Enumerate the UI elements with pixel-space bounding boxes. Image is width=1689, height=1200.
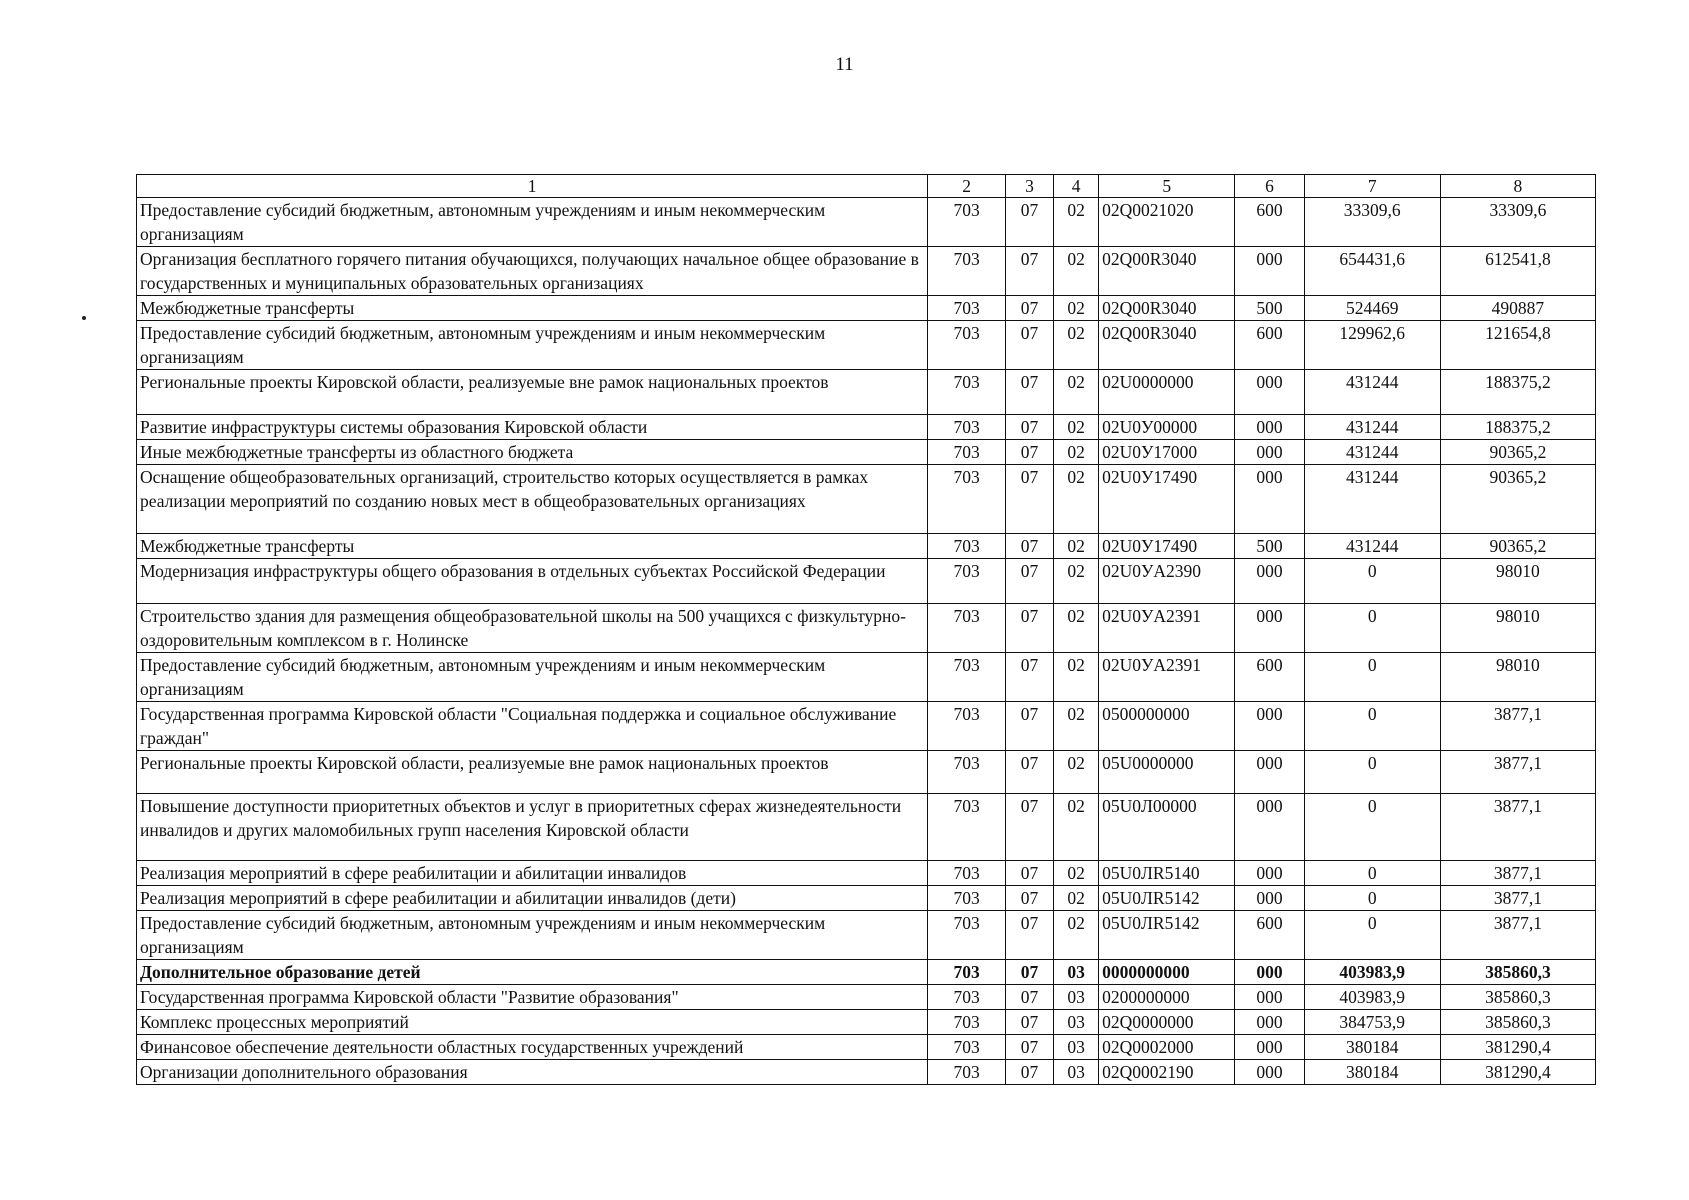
expense-type-cell: 000 — [1235, 370, 1304, 415]
table-row — [137, 440, 1596, 465]
code-4-cell: 03 — [1054, 1035, 1099, 1060]
code-2-cell: 703 — [928, 370, 1006, 415]
row-name-cell: Организация бесплатного горячего питания обучающихся, получающих начальное общее образование в государственных и муниципальных образовательных организациях — [137, 247, 928, 296]
value-8-cell: 98010 — [1440, 604, 1595, 653]
value-8-cell: 90365,2 — [1440, 465, 1595, 534]
code-2-cell: 703 — [928, 751, 1006, 794]
code-2-cell: 703 — [928, 465, 1006, 534]
code-3-cell: 07 — [1005, 1010, 1053, 1035]
scan-speck — [82, 316, 86, 320]
value-7-cell: 0 — [1304, 911, 1440, 960]
code-3-cell: 07 — [1005, 794, 1053, 861]
table-row — [137, 960, 1596, 985]
value-7-cell: 0 — [1304, 861, 1440, 886]
code-4-cell: 03 — [1054, 985, 1099, 1010]
expense-type-cell: 000 — [1235, 247, 1304, 296]
expense-type-cell: 000 — [1235, 702, 1304, 751]
header-row — [137, 175, 1596, 198]
code-3-cell: 07 — [1005, 1060, 1053, 1085]
code-4-cell: 03 — [1054, 1010, 1099, 1035]
value-7-cell: 384753,9 — [1304, 1010, 1440, 1035]
code-4-cell: 02 — [1054, 751, 1099, 794]
expense-type-cell: 000 — [1235, 415, 1304, 440]
target-code-cell: 0000000000 — [1099, 960, 1235, 985]
target-code-cell: 05U0ЛR5140 — [1099, 861, 1235, 886]
table-row — [137, 1010, 1596, 1035]
target-code-cell: 05U0ЛR5142 — [1099, 911, 1235, 960]
code-2-cell: 703 — [928, 702, 1006, 751]
table-row — [137, 415, 1596, 440]
code-3-cell: 07 — [1005, 751, 1053, 794]
code-3-cell: 07 — [1005, 653, 1053, 702]
budget-table — [136, 174, 1596, 1085]
target-code-cell: 0500000000 — [1099, 702, 1235, 751]
table-row — [137, 751, 1596, 794]
code-2-cell: 703 — [928, 559, 1006, 604]
table-row — [137, 886, 1596, 911]
expense-type-cell: 000 — [1235, 559, 1304, 604]
code-2-cell: 703 — [928, 1060, 1006, 1085]
expense-type-cell: 000 — [1235, 960, 1304, 985]
header-cell: 8 — [1440, 175, 1595, 198]
target-code-cell: 02U0У17490 — [1099, 465, 1235, 534]
table-row — [137, 985, 1596, 1010]
value-8-cell: 188375,2 — [1440, 415, 1595, 440]
value-8-cell: 3877,1 — [1440, 861, 1595, 886]
expense-type-cell: 000 — [1235, 440, 1304, 465]
code-2-cell: 703 — [928, 1010, 1006, 1035]
target-code-cell: 02U0УA2391 — [1099, 653, 1235, 702]
value-8-cell: 3877,1 — [1440, 751, 1595, 794]
table-row — [137, 559, 1596, 604]
table-row — [137, 861, 1596, 886]
table-body — [137, 198, 1596, 1085]
table-row — [137, 1060, 1596, 1085]
code-3-cell: 07 — [1005, 604, 1053, 653]
code-4-cell: 02 — [1054, 370, 1099, 415]
code-4-cell: 02 — [1054, 247, 1099, 296]
target-code-cell: 02U0У17000 — [1099, 440, 1235, 465]
expense-type-cell: 000 — [1235, 985, 1304, 1010]
value-8-cell: 33309,6 — [1440, 198, 1595, 247]
row-name-cell: Строительство здания для размещения общеобразовательной школы на 500 учащихся с физкультурно-оздоровительным комплексом в г. Нолинске — [137, 604, 928, 653]
code-4-cell: 03 — [1054, 960, 1099, 985]
code-2-cell: 703 — [928, 440, 1006, 465]
code-4-cell: 02 — [1054, 465, 1099, 534]
value-8-cell: 3877,1 — [1440, 702, 1595, 751]
code-4-cell: 02 — [1054, 415, 1099, 440]
code-3-cell: 07 — [1005, 985, 1053, 1010]
expense-type-cell: 000 — [1235, 465, 1304, 534]
row-name-cell: Реализация мероприятий в сфере реабилитации и абилитации инвалидов — [137, 861, 928, 886]
code-3-cell: 07 — [1005, 861, 1053, 886]
code-3-cell: 07 — [1005, 1035, 1053, 1060]
value-7-cell: 0 — [1304, 886, 1440, 911]
row-name-cell: Модернизация инфраструктуры общего образования в отдельных субъектах Российской Федерации — [137, 559, 928, 604]
value-7-cell: 431244 — [1304, 440, 1440, 465]
value-7-cell: 431244 — [1304, 465, 1440, 534]
target-code-cell: 02U0У00000 — [1099, 415, 1235, 440]
row-name-cell: Развитие инфраструктуры системы образования Кировской области — [137, 415, 928, 440]
target-code-cell: 02Q0021020 — [1099, 198, 1235, 247]
expense-type-cell: 500 — [1235, 296, 1304, 321]
value-8-cell: 612541,8 — [1440, 247, 1595, 296]
value-8-cell: 385860,3 — [1440, 985, 1595, 1010]
code-2-cell: 703 — [928, 296, 1006, 321]
row-name-cell: Региональные проекты Кировской области, реализуемые вне рамок национальных проектов — [137, 751, 928, 794]
row-name-cell: Иные межбюджетные трансферты из областного бюджета — [137, 440, 928, 465]
target-code-cell: 02U0УA2391 — [1099, 604, 1235, 653]
header-cell: 4 — [1054, 175, 1099, 198]
row-name-cell: Межбюджетные трансферты — [137, 296, 928, 321]
row-name-cell: Государственная программа Кировской области "Развитие образования" — [137, 985, 928, 1010]
target-code-cell: 02Q00R3040 — [1099, 247, 1235, 296]
code-4-cell: 02 — [1054, 794, 1099, 861]
table-row — [137, 465, 1596, 534]
code-2-cell: 703 — [928, 1035, 1006, 1060]
value-7-cell: 431244 — [1304, 370, 1440, 415]
header-cell: 7 — [1304, 175, 1440, 198]
table-row — [137, 296, 1596, 321]
value-8-cell: 98010 — [1440, 559, 1595, 604]
code-3-cell: 07 — [1005, 415, 1053, 440]
code-3-cell: 07 — [1005, 886, 1053, 911]
target-code-cell: 02U0000000 — [1099, 370, 1235, 415]
header-cell: 1 — [137, 175, 928, 198]
row-name-cell: Дополнительное образование детей — [137, 960, 928, 985]
value-7-cell: 0 — [1304, 653, 1440, 702]
expense-type-cell: 000 — [1235, 1035, 1304, 1060]
value-7-cell: 0 — [1304, 559, 1440, 604]
table-row — [137, 198, 1596, 247]
expense-type-cell: 500 — [1235, 534, 1304, 559]
header-cell: 3 — [1005, 175, 1053, 198]
value-8-cell: 98010 — [1440, 653, 1595, 702]
target-code-cell: 02U0У17490 — [1099, 534, 1235, 559]
table-row — [137, 321, 1596, 370]
expense-type-cell: 000 — [1235, 604, 1304, 653]
expense-type-cell: 600 — [1235, 198, 1304, 247]
code-3-cell: 07 — [1005, 296, 1053, 321]
expense-type-cell: 000 — [1235, 886, 1304, 911]
row-name-cell: Повышение доступности приоритетных объектов и услуг в приоритетных сферах жизнедеятельности инвалидов и других маломобильных групп населения Кировской области — [137, 794, 928, 861]
value-7-cell: 654431,6 — [1304, 247, 1440, 296]
row-name-cell: Оснащение общеобразовательных организаций, строительство которых осуществляется в рамках реализации мероприятий по созданию новых мест в общеобразовательных организациях — [137, 465, 928, 534]
header-cell: 5 — [1099, 175, 1235, 198]
table-row — [137, 911, 1596, 960]
code-2-cell: 703 — [928, 415, 1006, 440]
target-code-cell: 02Q0002000 — [1099, 1035, 1235, 1060]
code-2-cell: 703 — [928, 534, 1006, 559]
value-8-cell: 90365,2 — [1440, 534, 1595, 559]
code-3-cell: 07 — [1005, 370, 1053, 415]
value-7-cell: 403983,9 — [1304, 985, 1440, 1010]
value-8-cell: 188375,2 — [1440, 370, 1595, 415]
row-name-cell: Предоставление субсидий бюджетным, автономным учреждениям и иным некоммерческим организациям — [137, 653, 928, 702]
target-code-cell: 02Q0002190 — [1099, 1060, 1235, 1085]
code-4-cell: 02 — [1054, 604, 1099, 653]
code-2-cell: 703 — [928, 886, 1006, 911]
table-row — [137, 1035, 1596, 1060]
row-name-cell: Финансовое обеспечение деятельности областных государственных учреждений — [137, 1035, 928, 1060]
code-4-cell: 02 — [1054, 653, 1099, 702]
value-8-cell: 385860,3 — [1440, 1010, 1595, 1035]
value-8-cell: 90365,2 — [1440, 440, 1595, 465]
code-4-cell: 02 — [1054, 886, 1099, 911]
table-row — [137, 702, 1596, 751]
expense-type-cell: 600 — [1235, 653, 1304, 702]
table-row — [137, 247, 1596, 296]
code-3-cell: 07 — [1005, 911, 1053, 960]
code-2-cell: 703 — [928, 911, 1006, 960]
value-7-cell: 0 — [1304, 751, 1440, 794]
row-name-cell: Предоставление субсидий бюджетным, автономным учреждениям и иным некоммерческим организациям — [137, 198, 928, 247]
value-7-cell: 0 — [1304, 604, 1440, 653]
expense-type-cell: 000 — [1235, 861, 1304, 886]
code-3-cell: 07 — [1005, 559, 1053, 604]
code-4-cell: 02 — [1054, 702, 1099, 751]
row-name-cell: Организации дополнительного образования — [137, 1060, 928, 1085]
code-2-cell: 703 — [928, 794, 1006, 861]
target-code-cell: 02Q00R3040 — [1099, 296, 1235, 321]
code-4-cell: 02 — [1054, 440, 1099, 465]
table-row — [137, 534, 1596, 559]
target-code-cell: 02U0УA2390 — [1099, 559, 1235, 604]
expense-type-cell: 000 — [1235, 794, 1304, 861]
code-4-cell: 02 — [1054, 296, 1099, 321]
target-code-cell: 02Q0000000 — [1099, 1010, 1235, 1035]
code-2-cell: 703 — [928, 861, 1006, 886]
value-8-cell: 3877,1 — [1440, 911, 1595, 960]
value-8-cell: 490887 — [1440, 296, 1595, 321]
row-name-cell: Региональные проекты Кировской области, реализуемые вне рамок национальных проектов — [137, 370, 928, 415]
value-7-cell: 129962,6 — [1304, 321, 1440, 370]
code-3-cell: 07 — [1005, 198, 1053, 247]
row-name-cell: Межбюджетные трансферты — [137, 534, 928, 559]
target-code-cell: 0200000000 — [1099, 985, 1235, 1010]
expense-type-cell: 000 — [1235, 1010, 1304, 1035]
value-7-cell: 431244 — [1304, 415, 1440, 440]
target-code-cell: 02Q00R3040 — [1099, 321, 1235, 370]
code-2-cell: 703 — [928, 247, 1006, 296]
expense-type-cell: 600 — [1235, 911, 1304, 960]
row-name-cell: Предоставление субсидий бюджетным, автономным учреждениям и иным некоммерческим организациям — [137, 321, 928, 370]
header-cell: 6 — [1235, 175, 1304, 198]
row-name-cell: Предоставление субсидий бюджетным, автономным учреждениям и иным некоммерческим организациям — [137, 911, 928, 960]
target-code-cell: 05U0000000 — [1099, 751, 1235, 794]
code-4-cell: 02 — [1054, 911, 1099, 960]
code-2-cell: 703 — [928, 985, 1006, 1010]
code-4-cell: 03 — [1054, 1060, 1099, 1085]
value-8-cell: 121654,8 — [1440, 321, 1595, 370]
code-4-cell: 02 — [1054, 559, 1099, 604]
header-cell: 2 — [928, 175, 1006, 198]
value-7-cell: 0 — [1304, 794, 1440, 861]
code-3-cell: 07 — [1005, 702, 1053, 751]
value-7-cell: 0 — [1304, 702, 1440, 751]
code-4-cell: 02 — [1054, 534, 1099, 559]
code-2-cell: 703 — [928, 321, 1006, 370]
code-3-cell: 07 — [1005, 440, 1053, 465]
table-row — [137, 370, 1596, 415]
table-row — [137, 794, 1596, 861]
code-3-cell: 07 — [1005, 321, 1053, 370]
value-8-cell: 3877,1 — [1440, 886, 1595, 911]
value-7-cell: 380184 — [1304, 1060, 1440, 1085]
code-4-cell: 02 — [1054, 861, 1099, 886]
expense-type-cell: 000 — [1235, 1060, 1304, 1085]
page-number: 11 — [835, 54, 854, 75]
value-7-cell: 380184 — [1304, 1035, 1440, 1060]
value-7-cell: 431244 — [1304, 534, 1440, 559]
code-2-cell: 703 — [928, 653, 1006, 702]
code-2-cell: 703 — [928, 960, 1006, 985]
code-3-cell: 07 — [1005, 534, 1053, 559]
expense-type-cell: 000 — [1235, 751, 1304, 794]
value-8-cell: 385860,3 — [1440, 960, 1595, 985]
value-7-cell: 33309,6 — [1304, 198, 1440, 247]
value-8-cell: 3877,1 — [1440, 794, 1595, 861]
value-7-cell: 403983,9 — [1304, 960, 1440, 985]
value-8-cell: 381290,4 — [1440, 1035, 1595, 1060]
code-4-cell: 02 — [1054, 321, 1099, 370]
value-7-cell: 524469 — [1304, 296, 1440, 321]
code-3-cell: 07 — [1005, 960, 1053, 985]
row-name-cell: Реализация мероприятий в сфере реабилитации и абилитации инвалидов (дети) — [137, 886, 928, 911]
code-3-cell: 07 — [1005, 465, 1053, 534]
table-row — [137, 604, 1596, 653]
value-8-cell: 381290,4 — [1440, 1060, 1595, 1085]
target-code-cell: 05U0ЛR5142 — [1099, 886, 1235, 911]
table-row — [137, 653, 1596, 702]
row-name-cell: Государственная программа Кировской области "Социальная поддержка и социальное обслуживание граждан" — [137, 702, 928, 751]
expense-type-cell: 600 — [1235, 321, 1304, 370]
code-2-cell: 703 — [928, 604, 1006, 653]
code-2-cell: 703 — [928, 198, 1006, 247]
code-3-cell: 07 — [1005, 247, 1053, 296]
row-name-cell: Комплекс процессных мероприятий — [137, 1010, 928, 1035]
code-4-cell: 02 — [1054, 198, 1099, 247]
target-code-cell: 05U0Л00000 — [1099, 794, 1235, 861]
